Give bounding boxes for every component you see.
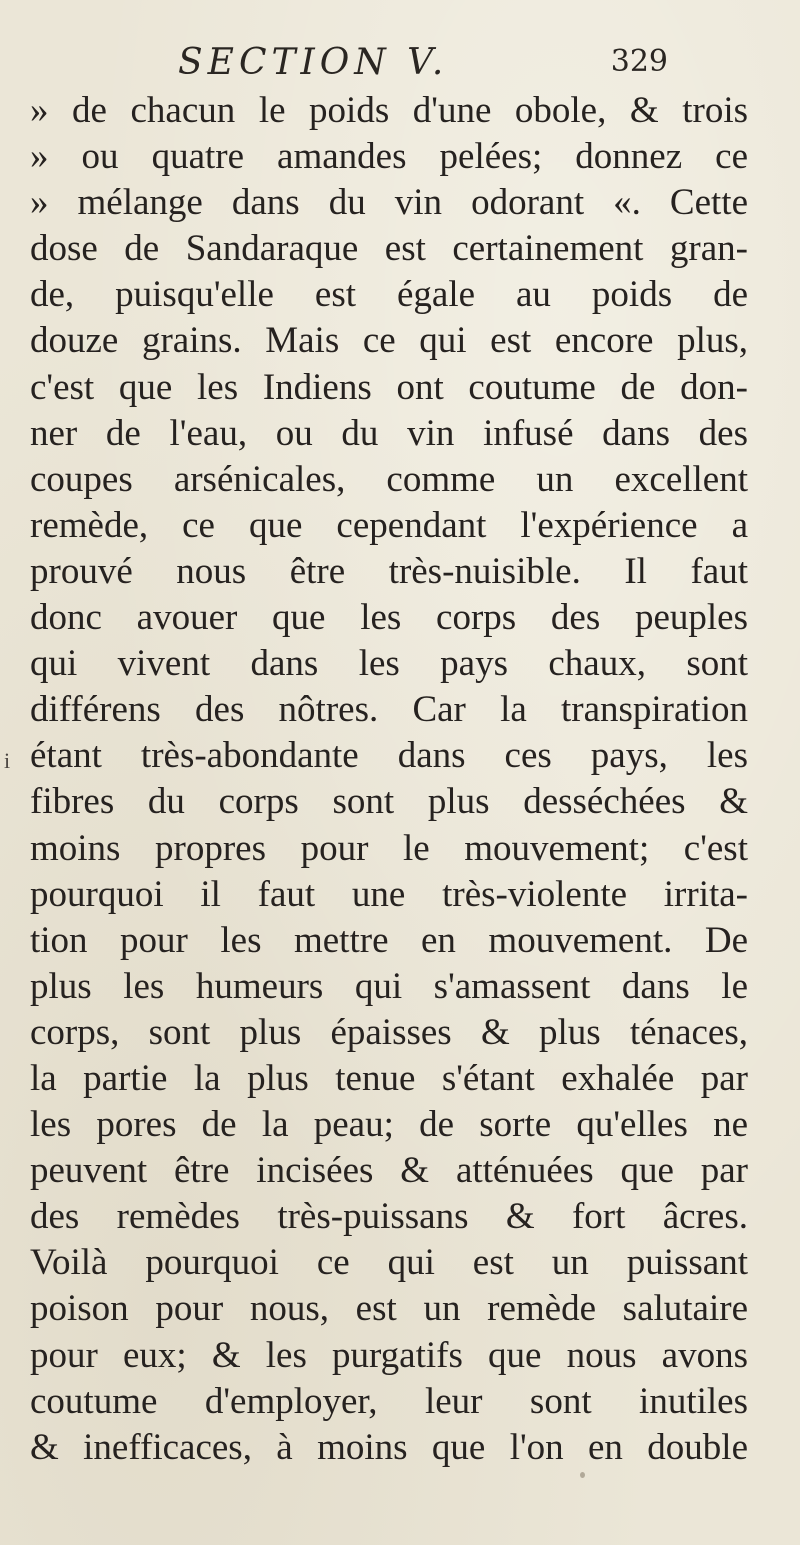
text-line: peuvent être incisées & atténuées que par (30, 1150, 748, 1192)
text-line: prouvé nous être très-nuisible. Il faut (30, 550, 748, 592)
text-line: & inefficaces, à moins que l'on en double (30, 1426, 748, 1468)
text-line: des remèdes très-puissans & fort âcres. (30, 1196, 748, 1238)
running-head (178, 42, 668, 94)
text-line: c'est que les Indiens ont coutume de don- (30, 366, 748, 408)
text-line: pourquoi il faut une très-violente irrita- (30, 873, 748, 915)
text-line: la partie la plus tenue s'étant exhalée par (30, 1057, 748, 1099)
paper-speck (580, 1472, 585, 1478)
text-line: qui vivent dans les pays chaux, sont (30, 643, 748, 685)
text-line: dose de Sandaraque est certainement gran- (30, 228, 748, 270)
margin-mark: i (4, 748, 11, 773)
text-line: donc avouer que les corps des peuples (30, 597, 748, 639)
section-title: SECTION V. (178, 42, 449, 83)
text-line: fibres du corps sont plus desséchées & (30, 781, 748, 823)
text-line: douze grains. Mais ce qui est encore plus, (30, 320, 748, 362)
text-line: tion pour les mettre en mouvement. De (30, 919, 748, 961)
text-line: » ou quatre amandes pelées; donnez ce (30, 136, 748, 178)
page-number: 329 (610, 44, 668, 79)
text-line: plus les humeurs qui s'amassent dans le (30, 965, 748, 1007)
text-line: corps, sont plus épaisses & plus ténaces, (30, 1011, 748, 1053)
text-line: différens des nôtres. Car la transpiration (30, 689, 748, 731)
text-line: pour eux; & les purgatifs que nous avons (30, 1334, 748, 1376)
text-line: moins propres pour le mouvement; c'est (30, 827, 748, 869)
text-line: » mélange dans du vin odorant «. Cette (30, 182, 748, 224)
text-line: étant très-abondante dans ces pays, les (30, 735, 748, 777)
text-line: » de chacun le poids d'une obole, & trois (30, 90, 748, 131)
text-line: coutume d'employer, leur sont inutiles (30, 1380, 748, 1422)
text-line: poison pour nous, est un remède salutaire (30, 1288, 748, 1330)
body-text (30, 88, 748, 1471)
text-line: remède, ce que cependant l'expérience a (30, 504, 748, 546)
text-line: de, puisqu'elle est égale au poids de (30, 274, 748, 316)
text-line: ner de l'eau, ou du vin infusé dans des (30, 412, 748, 454)
text-line: coupes arsénicales, comme un excellent (30, 458, 748, 500)
text-line: les pores de la peau; de sorte qu'elles ne (30, 1104, 748, 1146)
text-line: Voilà pourquoi ce qui est un puissant (30, 1242, 748, 1284)
